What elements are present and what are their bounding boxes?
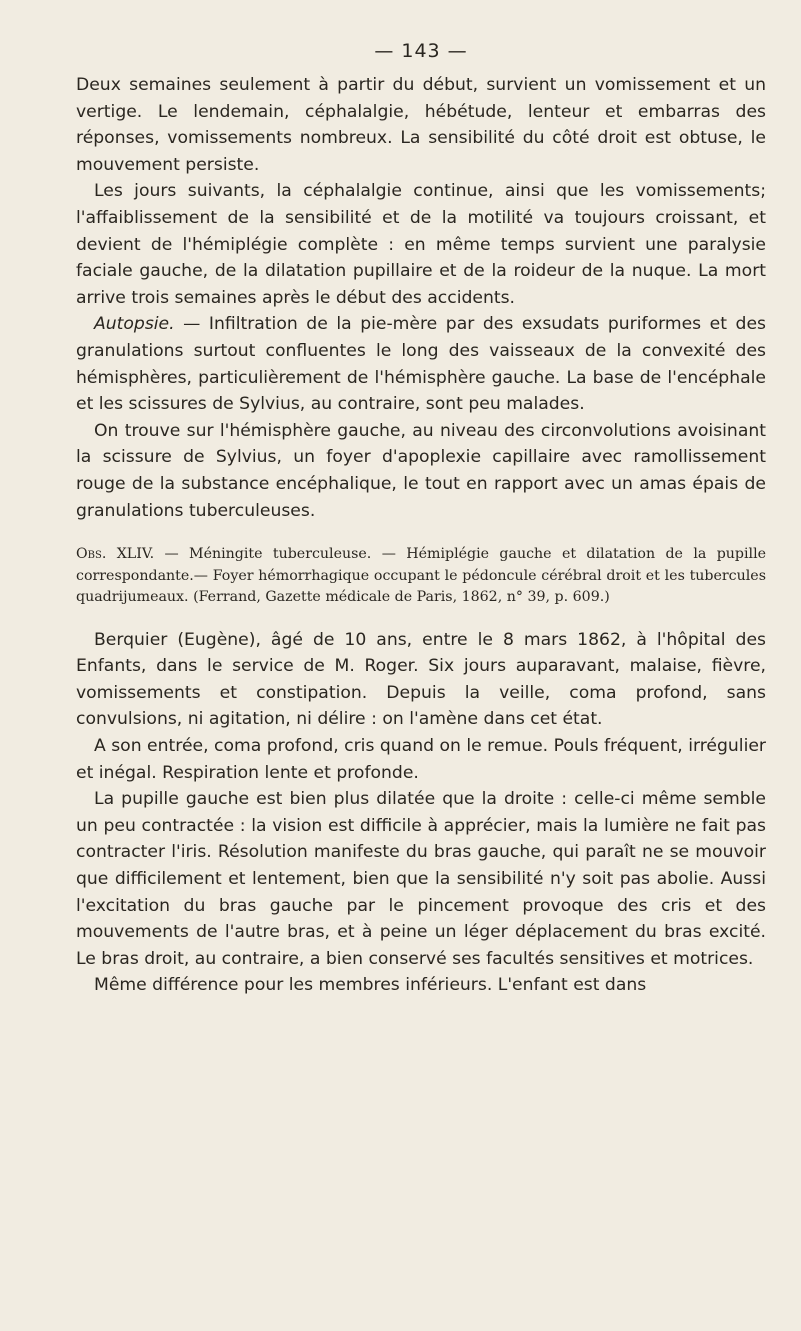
- paragraph-5: [76, 627, 766, 733]
- paragraph-6-text: A son entrée, coma profond, cris quand on le remue. Pouls fréquent, irrégulier et inégal. Respiration lente et profonde.: [76, 735, 766, 783]
- paragraph-7: [76, 786, 766, 972]
- paragraph-8-text: Même différence pour les membres inférieurs. L'enfant est dans: [94, 975, 647, 996]
- paragraph-6: [76, 733, 766, 786]
- observation-header: [76, 544, 766, 609]
- page-number: — 143 —: [374, 40, 468, 62]
- paragraph-8: [76, 972, 766, 999]
- autopsie-label: Autopsie.: [94, 314, 175, 335]
- paragraph-4-text: On trouve sur l'hémisphère gauche, au niveau des circonvolutions avoisinant la scissure de Sylvius, un foyer d'apoplexie capillaire avec ramollissement rouge de la substance encéphalique, le tout en rapport avec un amas épais de granulations tuberculeuses.: [76, 420, 766, 521]
- observation-number: Obs. XLIV.: [76, 546, 155, 563]
- paragraph-7-text: La pupille gauche est bien plus dilatée que la droite : celle-ci même semble un peu contractée : la vision est difficile à apprécier, mais la lumière ne fait pas contracter l'iris. Résolution manifeste du bras gauche, qui paraît ne se mouvoir que difficilement et lentement, bien que la sensibilité n'y soit pas abolie. Aussi l'excitation du bras gauche par le pincement provoque des cris et des mouvements de l'autre bras, et à peine un léger déplacement du bras excité. Le bras droit, au contraire, a bien conservé ses facultés sensitives et motrices.: [76, 789, 766, 969]
- observation-summary: — Méningite tuberculeuse. — Hémiplégie gauche et dilatation de la pupille correspondante.— Foyer hémorrhagique occupant le pédoncule cérébral droit et les tubercules quadrijumeaux. (Ferrand, Gazette médicale de Paris, 1862, n° 39, p. 609.): [76, 546, 767, 606]
- paragraph-2-text: Les jours suivants, la céphalalgie continue, ainsi que les vomissements; l'affaiblissement de la sensibilité et de la motilité va toujours croissant, et devient de l'hémiplégie complète : en même temps survient une paralysie faciale gauche, de la dilatation pupillaire et de la roideur de la nuque. La mort arrive trois semaines après le début des accidents.: [76, 181, 766, 308]
- paragraph-4: [76, 418, 766, 524]
- paragraph-autopsie: [76, 311, 766, 417]
- paragraph-1: [76, 72, 766, 178]
- paragraph-1-text: Deux semaines seulement à partir du début, survient un vomissement et un vertige. Le lendemain, céphalalgie, hébétude, lenteur et embarras des réponses, vomissements nombreux. La sensibilité du côté droit est obtuse, le mouvement persiste.: [76, 75, 766, 175]
- paragraph-2: [76, 178, 766, 311]
- paragraph-5-text: Berquier (Eugène), âgé de 10 ans, entre le 8 mars 1862, à l'hôpital des Enfants, dans le service de M. Roger. Six jours auparavant, malaise, fièvre, vomissements et constipation. Depuis la veille, coma profond, sans convulsions, ni agitation, ni délire : on l'amène dans cet état.: [76, 629, 766, 730]
- page: [76, 40, 766, 999]
- autopsie-text: — Infiltration de la pie-mère par des exsudats puriformes et des granulations surtout confluentes le long des vaisseaux de la convexité des hémisphères, particulièrement de l'hémisphère gauche. La base de l'encéphale et les scissures de Sylvius, au contraire, sont peu malades.: [76, 314, 766, 415]
